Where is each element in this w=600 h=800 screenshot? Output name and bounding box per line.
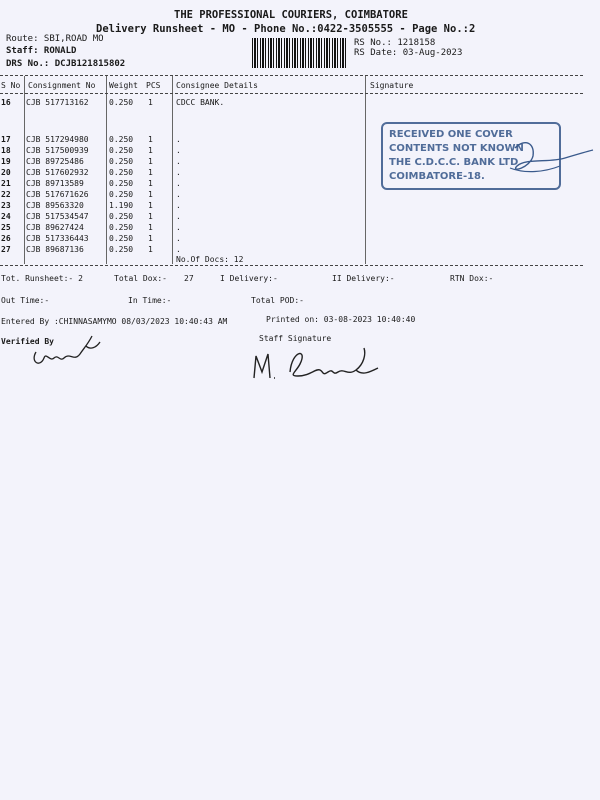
stamp-line: RECEIVED ONE COVER [389, 129, 513, 140]
col-sno: S No [1, 81, 21, 90]
row-weight: 0.250 [109, 146, 134, 155]
row-consignment: CJB 89713589 [26, 179, 84, 188]
row-weight: 1.190 [109, 201, 134, 210]
row-weight: 0.250 [109, 168, 134, 177]
row-sno: 24 [1, 212, 11, 221]
row-consignment: CJB 517294980 [26, 135, 89, 144]
i-delivery: I Delivery:- [220, 274, 278, 283]
stamp-signature [505, 138, 595, 188]
stamp-line: THE C.D.C.C. BANK LTD [389, 157, 519, 168]
staff-signature-label: Staff Signature [259, 334, 332, 343]
row-pcs: 1 [148, 245, 153, 254]
no-of-docs: No.Of Docs: 12 [176, 255, 244, 264]
col-pcs: PCS [146, 81, 161, 90]
total-dox-label: Total Dox:- [114, 274, 167, 283]
row-sno: 18 [1, 146, 11, 155]
row-sno: 19 [1, 157, 11, 166]
total-pod: Total POD:- [251, 296, 304, 305]
row-pcs: 1 [148, 168, 153, 177]
ii-delivery: II Delivery:- [332, 274, 395, 283]
row-sno: 26 [1, 234, 11, 243]
row-consignee: CDCC BANK. [176, 98, 225, 107]
row-sno: 16 [1, 98, 11, 107]
row-weight: 0.250 [109, 179, 134, 188]
stamp-line: CONTENTS NOT KNOWN [389, 143, 524, 154]
row-weight: 0.250 [109, 190, 134, 199]
row-sno: 20 [1, 168, 11, 177]
row-pcs: 1 [148, 234, 153, 243]
col-signature: Signature [370, 81, 414, 90]
row-pcs: 1 [148, 223, 153, 232]
row-sno: 22 [1, 190, 11, 199]
row-consignment: CJB 89725486 [26, 157, 84, 166]
row-pcs: 1 [148, 201, 153, 210]
col-consignment: Consignment No [28, 81, 96, 90]
row-pcs: 1 [148, 98, 153, 107]
row-consignee: . [176, 234, 181, 243]
row-consignee: . [176, 157, 181, 166]
column-divider [106, 76, 107, 264]
route: Route: SBI,ROAD MO [6, 34, 104, 44]
row-consignment: CJB 517671626 [26, 190, 89, 199]
column-divider [24, 76, 25, 264]
column-divider [172, 76, 173, 264]
verified-by: Verified By [1, 337, 54, 346]
rtn-dox: RTN Dox:- [450, 274, 494, 283]
rs-date: RS Date: 03-Aug-2023 [354, 48, 463, 58]
row-weight: 0.250 [109, 223, 134, 232]
divider [0, 75, 583, 76]
row-consignee: . [176, 168, 181, 177]
row-consignment: CJB 517500939 [26, 146, 89, 155]
row-consignee: . [176, 223, 181, 232]
row-sno: 17 [1, 135, 11, 144]
row-consignee: . [176, 201, 181, 210]
row-weight: 0.250 [109, 98, 134, 107]
company-name: THE PROFESSIONAL COURIERS, COIMBATORE [174, 9, 408, 21]
entered-by: Entered By :CHINNASAMYMO 08/03/2023 10:40:43 AM [1, 317, 228, 326]
total-runsheet: Tot. Runsheet:- 2 [1, 274, 83, 283]
row-sno: 27 [1, 245, 11, 254]
row-consignment: CJB 89627424 [26, 223, 84, 232]
drs-number: DRS No.: DCJB121815802 [6, 59, 126, 69]
barcode [252, 38, 348, 68]
row-pcs: 1 [148, 212, 153, 221]
row-weight: 0.250 [109, 157, 134, 166]
out-time: Out Time:- [1, 296, 50, 305]
verified-signature [28, 332, 108, 372]
col-consignee: Consignee Details [176, 81, 258, 90]
total-dox-value: 27 [184, 274, 194, 283]
row-pcs: 1 [148, 157, 153, 166]
divider [0, 265, 583, 266]
row-pcs: 1 [148, 146, 153, 155]
row-consignee: . [176, 146, 181, 155]
row-consignment: CJB 517336443 [26, 234, 89, 243]
row-consignment: CJB 89563320 [26, 201, 84, 210]
row-weight: 0.250 [109, 245, 134, 254]
row-pcs: 1 [148, 190, 153, 199]
row-sno: 21 [1, 179, 11, 188]
rs-number: RS No.: 1218158 [354, 38, 436, 48]
staff-signature [248, 342, 388, 384]
row-consignment: CJB 89687136 [26, 245, 84, 254]
row-consignment: CJB 517713162 [26, 98, 89, 107]
row-consignee: . [176, 190, 181, 199]
row-consignment: CJB 517602932 [26, 168, 89, 177]
staff: Staff: RONALD [6, 46, 77, 56]
in-time: In Time:- [128, 296, 172, 305]
row-consignee: . [176, 212, 181, 221]
runsheet-title: Delivery Runsheet - MO - Phone No.:0422-3505555 - Page No.:2 [96, 23, 476, 35]
row-consignee: . [176, 135, 181, 144]
row-pcs: 1 [148, 135, 153, 144]
row-weight: 0.250 [109, 135, 134, 144]
printed-on: Printed on: 03-08-2023 10:40:40 [266, 315, 416, 324]
column-divider [365, 76, 366, 264]
col-weight: Weight [109, 81, 138, 90]
row-consignee: . [176, 179, 181, 188]
row-sno: 23 [1, 201, 11, 210]
divider [0, 93, 583, 94]
stamp-line: COIMBATORE-18. [389, 171, 485, 182]
row-consignee: . [176, 245, 181, 254]
row-pcs: 1 [148, 179, 153, 188]
row-weight: 0.250 [109, 212, 134, 221]
row-sno: 25 [1, 223, 11, 232]
row-weight: 0.250 [109, 234, 134, 243]
row-consignment: CJB 517534547 [26, 212, 89, 221]
